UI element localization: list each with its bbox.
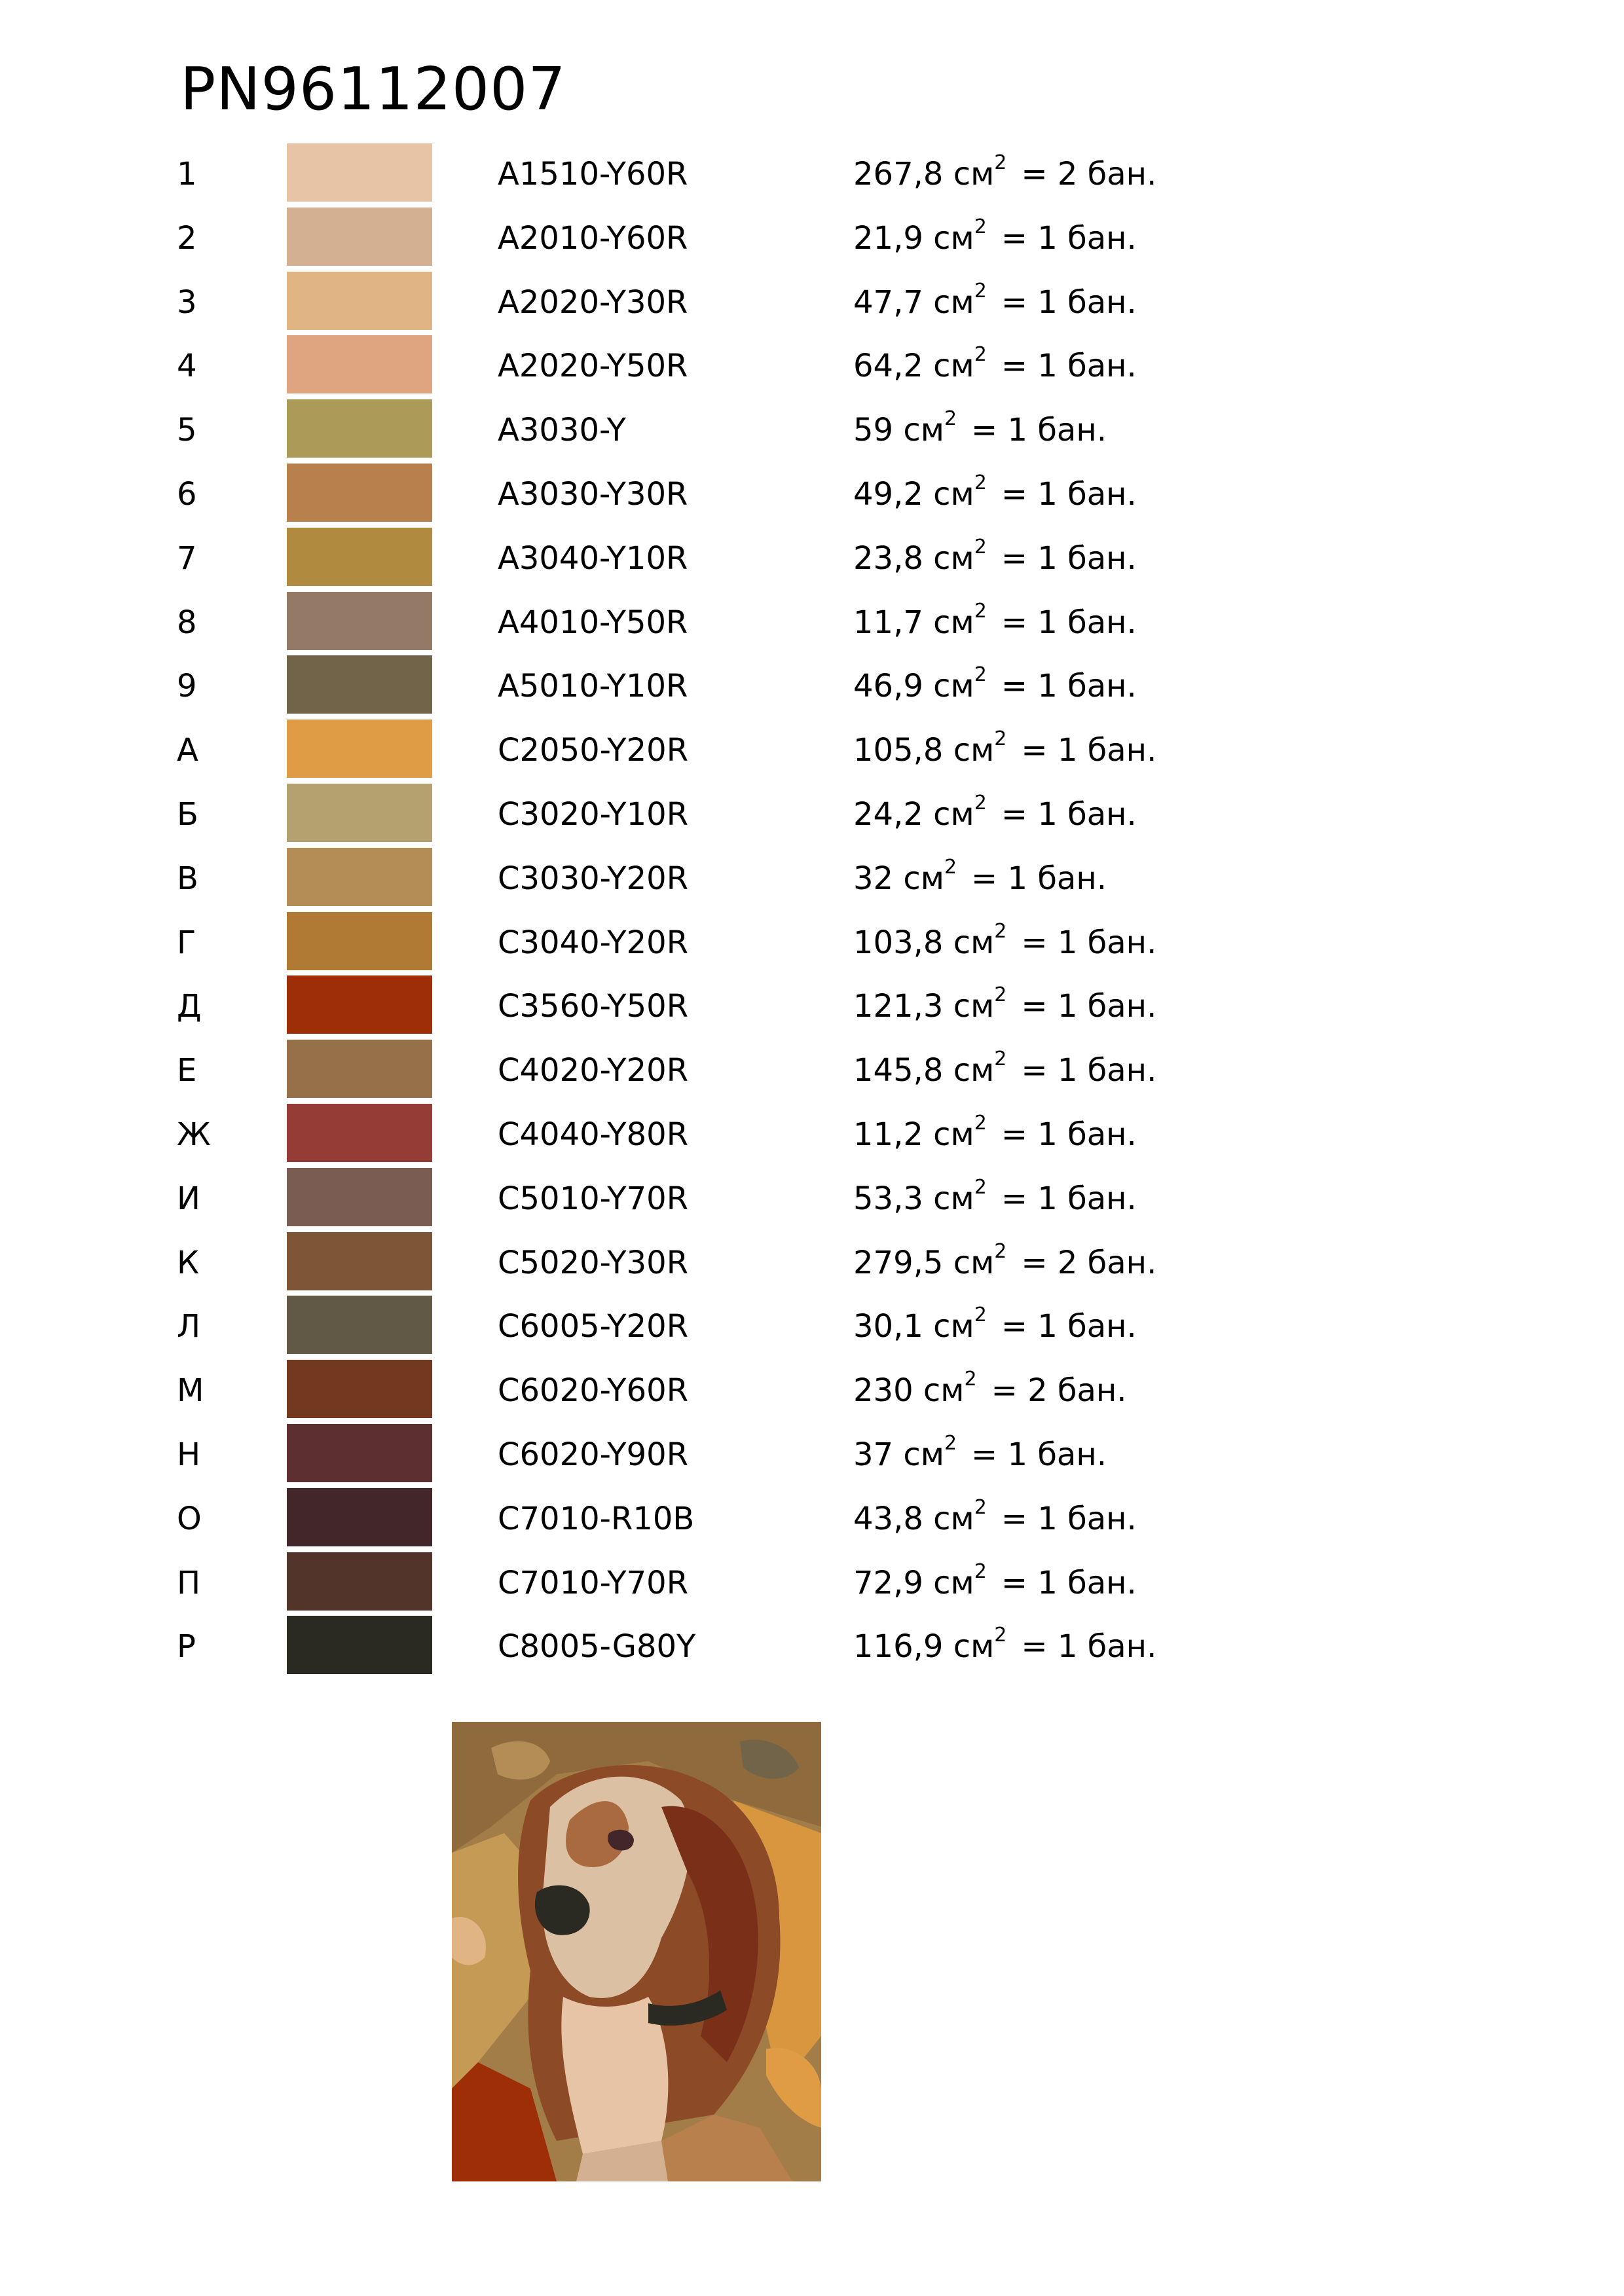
color-swatch — [287, 720, 432, 778]
area-value: 64,2 — [853, 348, 923, 385]
color-code: C4040-Y80R — [498, 1116, 689, 1153]
color-swatch — [287, 655, 432, 714]
area-unit: см — [933, 348, 974, 385]
area-unit-power: 2 — [964, 1368, 977, 1391]
palette-row — [0, 719, 1624, 783]
palette-row — [0, 527, 1624, 591]
color-swatch — [287, 1360, 432, 1418]
color-number: Л — [177, 1308, 201, 1345]
jar-quantity: = 1 бан. — [1001, 348, 1137, 385]
area-unit-power: 2 — [974, 1559, 987, 1583]
area-unit: см — [933, 1116, 974, 1153]
color-number: 2 — [177, 219, 197, 257]
color-area — [853, 663, 1137, 705]
jar-quantity: = 1 бан. — [1001, 539, 1137, 577]
area-unit: см — [953, 1052, 995, 1089]
area-value: 47,7 — [853, 283, 923, 321]
jar-quantity: = 2 бан. — [1021, 1244, 1157, 1281]
color-swatch — [287, 784, 432, 842]
color-number: Е — [177, 1052, 197, 1089]
area-value: 43,8 — [853, 1500, 923, 1537]
jar-quantity: = 1 бан. — [1001, 1564, 1137, 1601]
color-swatch — [287, 208, 432, 266]
color-area — [853, 1431, 1107, 1473]
color-area — [853, 1495, 1137, 1537]
color-code: A2020-Y30R — [498, 283, 688, 321]
color-number: Ж — [177, 1116, 211, 1153]
area-unit: см — [933, 604, 974, 641]
area-value: 37 — [853, 1436, 894, 1473]
jar-quantity: = 1 бан. — [1001, 1308, 1137, 1345]
area-unit-power: 2 — [974, 343, 987, 367]
color-number: 8 — [177, 604, 197, 641]
jar-quantity: = 1 бан. — [1021, 924, 1157, 961]
area-unit: см — [953, 732, 995, 769]
color-number: О — [177, 1500, 202, 1537]
color-code: C6020-Y60R — [498, 1372, 689, 1410]
color-area — [853, 471, 1137, 513]
area-value: 230 — [853, 1372, 913, 1410]
jar-quantity: = 1 бан. — [1001, 795, 1137, 833]
color-number: Н — [177, 1436, 201, 1473]
area-unit-power: 2 — [974, 1495, 987, 1519]
color-number: 6 — [177, 475, 197, 513]
area-unit-power: 2 — [994, 983, 1007, 1007]
color-code: C3560-Y50R — [498, 988, 689, 1025]
color-area — [853, 343, 1137, 385]
color-palette-list — [0, 143, 1624, 1679]
color-area — [853, 151, 1157, 192]
color-code: A4010-Y50R — [498, 604, 688, 641]
area-unit: см — [903, 412, 944, 449]
area-unit: см — [933, 1500, 974, 1537]
area-value: 24,2 — [853, 795, 923, 833]
color-area — [853, 727, 1157, 769]
color-swatch — [287, 272, 432, 330]
palette-row — [0, 783, 1624, 847]
color-area — [853, 599, 1137, 641]
area-unit: см — [933, 668, 974, 705]
area-unit: см — [903, 860, 944, 897]
color-code: C7010-Y70R — [498, 1564, 689, 1601]
area-unit-power: 2 — [994, 1624, 1007, 1647]
color-code: C8005-G80Y — [498, 1628, 696, 1666]
color-area — [853, 855, 1107, 897]
palette-row — [0, 975, 1624, 1039]
area-value: 32 — [853, 860, 894, 897]
area-unit-power: 2 — [994, 1239, 1007, 1263]
area-value: 145,8 — [853, 1052, 944, 1089]
color-swatch — [287, 335, 432, 393]
palette-row — [0, 1103, 1624, 1167]
color-number: 7 — [177, 539, 197, 577]
area-unit-power: 2 — [974, 1111, 987, 1135]
area-unit-power: 2 — [994, 1048, 1007, 1071]
area-unit: см — [903, 1436, 944, 1473]
area-unit: см — [953, 156, 995, 192]
color-number: Б — [177, 795, 198, 833]
page-title: PN96112007 — [180, 55, 566, 124]
palette-row — [0, 1615, 1624, 1679]
area-value: 21,9 — [853, 219, 923, 257]
color-area — [853, 1624, 1157, 1666]
area-value: 53,3 — [853, 1180, 923, 1217]
jar-quantity: = 1 бан. — [1001, 219, 1137, 257]
color-swatch — [287, 1296, 432, 1354]
color-area — [853, 1111, 1137, 1153]
area-unit: см — [933, 1180, 974, 1217]
jar-quantity: = 1 бан. — [1001, 475, 1137, 513]
palette-row — [0, 1039, 1624, 1103]
area-value: 279,5 — [853, 1244, 944, 1281]
area-unit: см — [923, 1372, 965, 1410]
area-value: 11,2 — [853, 1116, 923, 1153]
color-swatch — [287, 1040, 432, 1098]
jar-quantity: = 1 бан. — [1001, 604, 1137, 641]
color-code: C6005-Y20R — [498, 1308, 689, 1345]
area-unit-power: 2 — [944, 1431, 957, 1455]
palette-row — [0, 399, 1624, 463]
color-code: C3020-Y10R — [498, 795, 689, 833]
dog-portrait-image — [452, 1722, 821, 2181]
area-unit: см — [953, 924, 995, 961]
color-number: 9 — [177, 668, 197, 705]
color-number: И — [177, 1180, 200, 1217]
palette-row — [0, 335, 1624, 399]
area-unit-power: 2 — [994, 151, 1007, 174]
color-number: Р — [177, 1628, 196, 1666]
color-number: 1 — [177, 156, 197, 192]
area-value: 72,9 — [853, 1564, 923, 1601]
area-unit-power: 2 — [994, 727, 1007, 751]
area-unit-power: 2 — [974, 663, 987, 687]
jar-quantity: = 1 бан. — [971, 412, 1107, 449]
area-unit: см — [933, 539, 974, 577]
area-value: 23,8 — [853, 539, 923, 577]
color-swatch — [287, 1424, 432, 1482]
jar-quantity: = 1 бан. — [971, 860, 1107, 897]
color-number: 5 — [177, 412, 197, 449]
palette-row — [0, 1487, 1624, 1552]
color-swatch — [287, 1104, 432, 1162]
area-value: 267,8 — [853, 156, 944, 192]
area-unit-power: 2 — [994, 919, 1007, 943]
palette-row — [0, 1423, 1624, 1487]
area-value: 121,3 — [853, 988, 944, 1025]
color-swatch — [287, 912, 432, 970]
area-unit: см — [933, 795, 974, 833]
color-swatch — [287, 1488, 432, 1546]
jar-quantity: = 1 бан. — [1001, 668, 1137, 705]
color-number: Г — [177, 924, 196, 961]
palette-row — [0, 1552, 1624, 1616]
color-swatch — [287, 592, 432, 650]
jar-quantity: = 2 бан. — [1021, 156, 1157, 192]
palette-row — [0, 1231, 1624, 1296]
color-area — [853, 215, 1137, 257]
area-unit: см — [953, 1244, 995, 1281]
color-swatch — [287, 975, 432, 1034]
color-area — [853, 535, 1137, 577]
area-unit-power: 2 — [944, 855, 957, 879]
palette-row — [0, 271, 1624, 335]
color-code: A3030-Y30R — [498, 475, 688, 513]
area-value: 49,2 — [853, 475, 923, 513]
color-swatch — [287, 1232, 432, 1290]
jar-quantity: = 1 бан. — [1001, 1500, 1137, 1537]
color-swatch — [287, 464, 432, 522]
color-number: 4 — [177, 348, 197, 385]
palette-row — [0, 591, 1624, 655]
color-code: C5010-Y70R — [498, 1180, 689, 1217]
area-unit: см — [933, 475, 974, 513]
color-code: C4020-Y20R — [498, 1052, 689, 1089]
color-number: 3 — [177, 283, 197, 321]
color-swatch — [287, 1168, 432, 1226]
color-code: C3030-Y20R — [498, 860, 689, 897]
palette-row — [0, 463, 1624, 527]
area-unit-power: 2 — [974, 471, 987, 494]
color-swatch — [287, 848, 432, 906]
color-swatch — [287, 143, 432, 202]
color-area — [853, 279, 1137, 321]
jar-quantity: = 1 бан. — [1001, 283, 1137, 321]
area-unit-power: 2 — [974, 791, 987, 814]
area-unit: см — [933, 283, 974, 321]
color-area — [853, 983, 1157, 1025]
jar-quantity: = 1 бан. — [1021, 1052, 1157, 1089]
area-unit: см — [953, 1628, 995, 1666]
color-area — [853, 1175, 1137, 1217]
jar-quantity: = 1 бан. — [1021, 988, 1157, 1025]
color-code: C5020-Y30R — [498, 1244, 689, 1281]
palette-row — [0, 207, 1624, 271]
color-area — [853, 1559, 1137, 1601]
color-area — [853, 791, 1137, 833]
color-area — [853, 1239, 1157, 1281]
color-code: C7010-R10B — [498, 1500, 695, 1537]
area-value: 11,7 — [853, 604, 923, 641]
jar-quantity: = 1 бан. — [1001, 1180, 1137, 1217]
area-value: 103,8 — [853, 924, 944, 961]
color-code: A2010-Y60R — [498, 219, 688, 257]
area-unit-power: 2 — [974, 1175, 987, 1199]
color-code: C2050-Y20R — [498, 732, 689, 769]
color-area — [853, 407, 1107, 449]
area-unit: см — [933, 219, 974, 257]
area-value: 105,8 — [853, 732, 944, 769]
color-code: A2020-Y50R — [498, 348, 688, 385]
jar-quantity: = 2 бан. — [991, 1372, 1127, 1410]
color-area — [853, 1303, 1137, 1345]
palette-row — [0, 143, 1624, 207]
area-unit-power: 2 — [974, 599, 987, 623]
area-unit: см — [933, 1564, 974, 1601]
jar-quantity: = 1 бан. — [1021, 732, 1157, 769]
area-unit: см — [933, 1308, 974, 1345]
area-value: 116,9 — [853, 1628, 944, 1666]
jar-quantity: = 1 бан. — [1021, 1628, 1157, 1666]
color-code: C6020-Y90R — [498, 1436, 689, 1473]
color-number: А — [177, 732, 198, 769]
area-unit-power: 2 — [974, 279, 987, 302]
palette-row — [0, 655, 1624, 719]
color-number: Д — [177, 988, 202, 1025]
color-area — [853, 919, 1157, 961]
area-value: 46,9 — [853, 668, 923, 705]
color-swatch — [287, 399, 432, 458]
palette-row — [0, 847, 1624, 911]
color-code: A5010-Y10R — [498, 668, 688, 705]
area-unit-power: 2 — [974, 1303, 987, 1327]
color-swatch — [287, 1616, 432, 1674]
area-value: 59 — [853, 412, 894, 449]
palette-row — [0, 1167, 1624, 1231]
color-area — [853, 1368, 1127, 1410]
area-unit: см — [953, 988, 995, 1025]
color-number: М — [177, 1372, 204, 1410]
color-area — [853, 1048, 1157, 1089]
color-code: A1510-Y60R — [498, 156, 688, 192]
palette-row — [0, 1359, 1624, 1423]
palette-row — [0, 911, 1624, 975]
area-unit-power: 2 — [974, 215, 987, 238]
area-unit-power: 2 — [944, 407, 957, 431]
jar-quantity: = 1 бан. — [971, 1436, 1107, 1473]
color-number: В — [177, 860, 198, 897]
color-swatch — [287, 1552, 432, 1611]
color-number: П — [177, 1564, 201, 1601]
palette-row — [0, 1295, 1624, 1359]
color-code: A3030-Y — [498, 412, 626, 449]
color-swatch — [287, 528, 432, 586]
color-code: A3040-Y10R — [498, 539, 688, 577]
area-unit-power: 2 — [974, 535, 987, 558]
color-code: C3040-Y20R — [498, 924, 689, 961]
area-value: 30,1 — [853, 1308, 923, 1345]
jar-quantity: = 1 бан. — [1001, 1116, 1137, 1153]
color-number: К — [177, 1244, 200, 1281]
